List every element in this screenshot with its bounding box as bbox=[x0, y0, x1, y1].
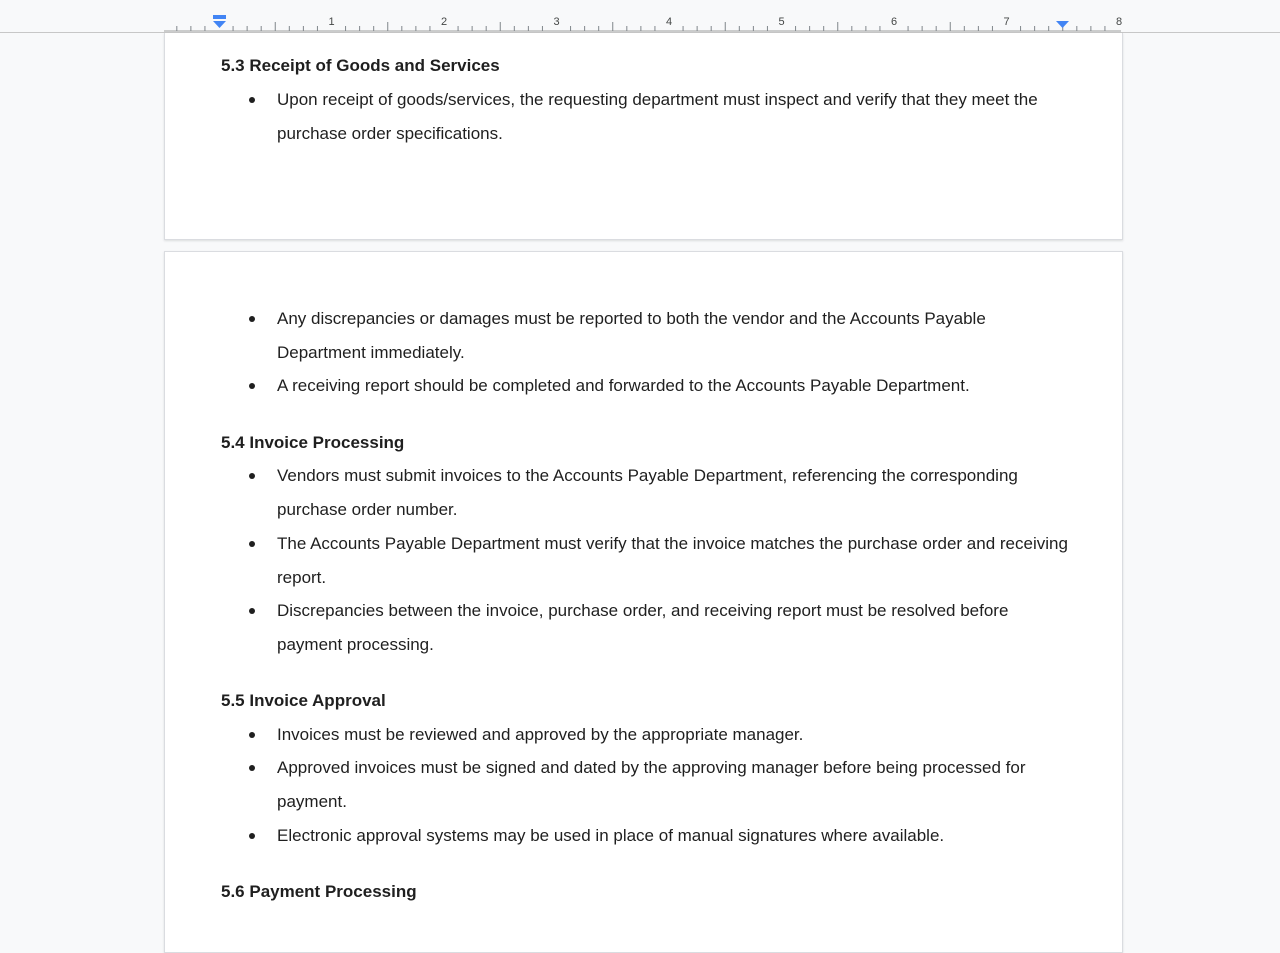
list-item: Invoices must be reviewed and approved by the appropriate manager. bbox=[277, 718, 1077, 752]
ruler-number: 3 bbox=[553, 16, 560, 28]
list-item: Discrepancies between the invoice, purchase order, and receiving report must be resolved before payment processing. bbox=[277, 594, 1077, 661]
ruler-ticks bbox=[0, 0, 1280, 32]
list-item: Upon receipt of goods/services, the requesting department must inspect and verify that they meet the purchase order specifications. bbox=[277, 83, 1077, 150]
left-indent-marker[interactable] bbox=[213, 21, 226, 28]
ruler-number: 6 bbox=[890, 16, 898, 28]
list-item: Any discrepancies or damages must be reported to both the vendor and the Accounts Payable Department immediately. bbox=[277, 302, 1077, 369]
heading-5-3: 5.3 Receipt of Goods and Services bbox=[221, 56, 500, 75]
first-line-indent-marker[interactable] bbox=[213, 15, 226, 19]
ruler-number: 7 bbox=[1003, 16, 1010, 28]
ruler-number: 2 bbox=[440, 16, 448, 28]
ruler-number: 5 bbox=[778, 16, 785, 28]
ruler-number: 8 bbox=[1115, 16, 1123, 28]
ruler-number: 1 bbox=[328, 16, 335, 28]
ruler-number: 4 bbox=[665, 16, 673, 28]
list-item: Vendors must submit invoices to the Accounts Payable Department, referencing the corresponding purchase order number. bbox=[277, 459, 1077, 526]
heading-5-5: 5.5 Invoice Approval bbox=[221, 691, 386, 710]
list-item: Electronic approval systems may be used in place of manual signatures where available. bbox=[277, 819, 1077, 853]
list-item: A receiving report should be completed and forwarded to the Accounts Payable Department. bbox=[277, 369, 1077, 403]
heading-5-6: 5.6 Payment Processing bbox=[221, 882, 417, 901]
right-indent-marker[interactable] bbox=[1056, 21, 1069, 28]
horizontal-ruler[interactable] bbox=[0, 0, 1280, 33]
list-item: The Accounts Payable Department must verify that the invoice matches the purchase order and receiving report. bbox=[277, 527, 1077, 594]
heading-5-4: 5.4 Invoice Processing bbox=[221, 433, 405, 452]
list-item: Approved invoices must be signed and dated by the approving manager before being processed for payment. bbox=[277, 751, 1077, 818]
